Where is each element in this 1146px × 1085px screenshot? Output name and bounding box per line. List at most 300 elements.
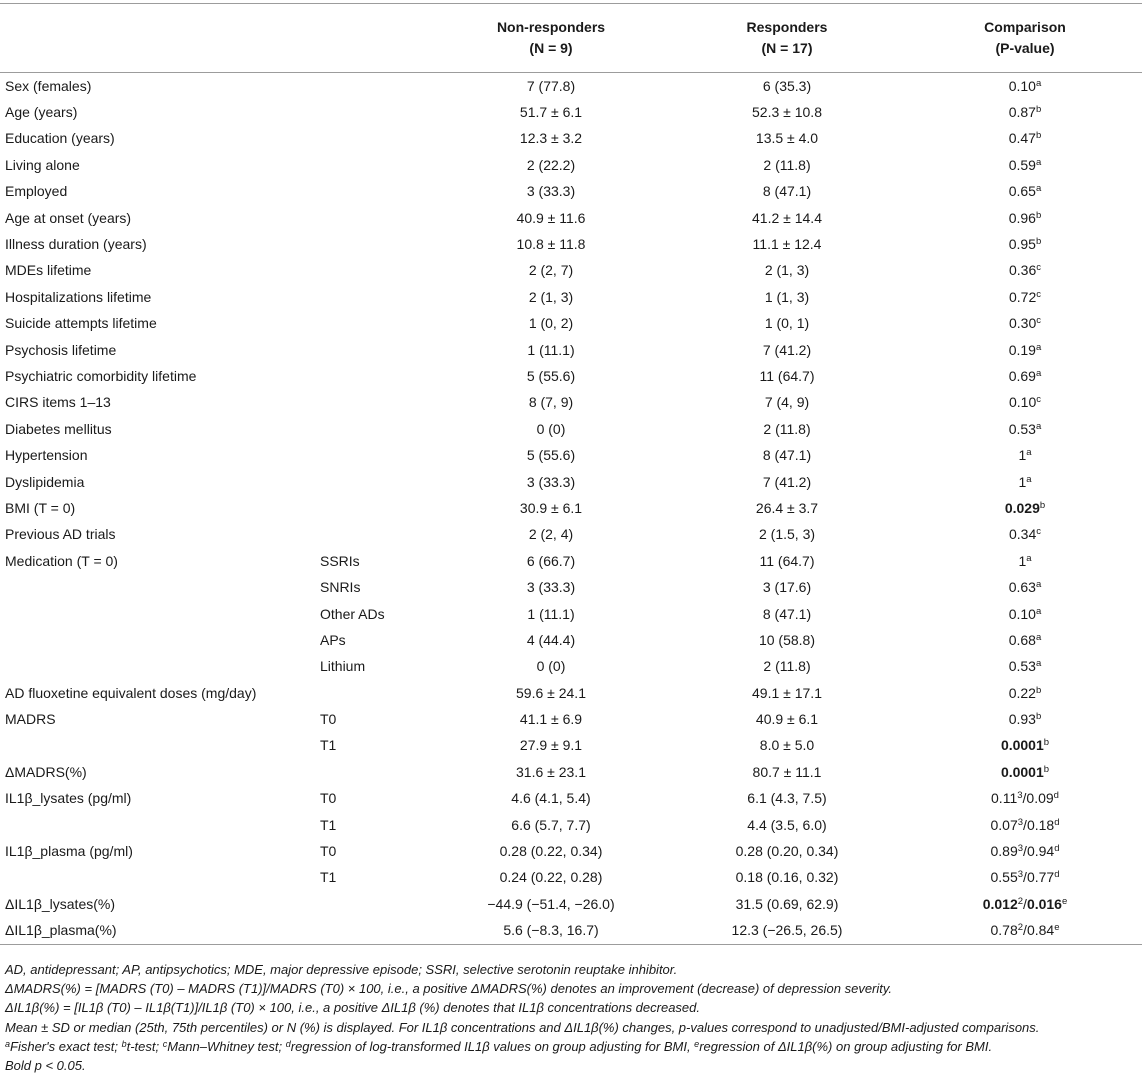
p-value-footnote-mark: a xyxy=(1035,156,1042,168)
table-row xyxy=(0,654,1142,680)
row-sublabel: APs xyxy=(320,631,346,648)
p-value-adjusted-footnote-mark: e xyxy=(1054,922,1060,934)
comparison-p-value xyxy=(908,231,1142,257)
p-value: 0.10 xyxy=(1008,77,1036,94)
p-value-footnote-mark: 2 xyxy=(1017,895,1024,907)
responders-value: 0.28 (0.20, 0.34) xyxy=(735,843,839,860)
p-value-footnote-mark: b xyxy=(1035,711,1042,723)
footnote-abbreviations: AD, antidepressant; AP, antipsychotics; MDE, major depressive episode; SSRI, selective serotonin reuptake inhibitor. xyxy=(5,962,678,977)
comparison-p-value xyxy=(908,786,1142,812)
comparison-p-value xyxy=(908,601,1142,627)
p-value: 0.53 xyxy=(1008,658,1036,675)
header-comparison xyxy=(908,4,1142,73)
row-sublabel xyxy=(320,179,436,205)
p-value-footnote-mark: 3 xyxy=(1017,869,1024,881)
header-nonresponders-title: Non-responders xyxy=(496,19,606,35)
table-row xyxy=(0,469,1142,495)
row-label: ΔMADRS(%) xyxy=(5,763,87,780)
row-sublabel: T0 xyxy=(320,711,337,728)
p-value-separator: / xyxy=(1023,895,1027,912)
comparison-p-value xyxy=(908,73,1142,100)
nonresponders-value: 12.3 ± 3.2 xyxy=(519,130,583,147)
row-sublabel xyxy=(320,891,436,917)
responders-value: 2 (11.8) xyxy=(763,420,811,437)
nonresponders-value: 2 (22.2) xyxy=(526,156,576,173)
row-label: BMI (T = 0) xyxy=(5,499,76,516)
p-value: 0.30 xyxy=(1009,315,1037,332)
p-value: 0.69 xyxy=(1008,367,1036,384)
table-row xyxy=(0,786,1142,812)
p-value: 0.63 xyxy=(1008,579,1036,596)
table-row xyxy=(0,337,1142,363)
row-label: Medication (T = 0) xyxy=(5,552,118,569)
row-label: Living alone xyxy=(5,156,80,173)
row-label: Suicide attempts lifetime xyxy=(5,315,157,332)
comparison-p-value xyxy=(908,442,1142,468)
row-label: Age (years) xyxy=(5,104,78,121)
p-value-footnote-mark: b xyxy=(1035,684,1042,696)
comparison-p-value xyxy=(908,865,1142,891)
row-sublabel xyxy=(320,337,436,363)
nonresponders-value: 3 (33.3) xyxy=(526,473,576,490)
row-label: ΔIL1β_lysates(%) xyxy=(5,895,115,912)
nonresponders-value: 31.6 ± 23.1 xyxy=(516,763,586,780)
p-value: 1 xyxy=(1018,552,1027,569)
row-sublabel xyxy=(320,284,436,310)
p-value-footnote-mark: a xyxy=(1026,552,1032,564)
responders-value: 1 (1, 3) xyxy=(764,288,810,305)
responders-value: 49.1 ± 17.1 xyxy=(752,684,822,701)
nonresponders-value: 30.9 ± 6.1 xyxy=(519,499,583,516)
footnote-madrs-definition: ΔMADRS(%) = [MADRS (T0) – MADRS (T1)]/MADRS (T0) × 100, i.e., a positive ΔMADRS(%) denotes an improvement (decrease) of depression severity. xyxy=(5,981,893,997)
nonresponders-value: 1 (11.1) xyxy=(527,341,575,358)
row-label: Hypertension xyxy=(5,447,88,464)
p-value: 0.95 xyxy=(1008,236,1036,253)
header-blank-sub xyxy=(320,4,436,73)
table-row xyxy=(0,73,1142,100)
row-sublabel xyxy=(320,522,436,548)
comparison-p-value xyxy=(908,548,1142,574)
comparison-p-value xyxy=(908,574,1142,600)
p-value: 0.0001 xyxy=(1000,737,1044,754)
row-sublabel xyxy=(320,363,436,389)
header-comparison-p: (P-value) xyxy=(995,40,1055,56)
nonresponders-value: 27.9 ± 9.1 xyxy=(519,737,583,754)
responders-value: 2 (1, 3) xyxy=(764,262,810,279)
row-label xyxy=(0,733,320,759)
comparison-p-value xyxy=(908,311,1142,337)
footnote-mark-e: e xyxy=(694,1038,700,1049)
responders-value: 41.2 ± 14.4 xyxy=(752,209,822,226)
table-row xyxy=(0,311,1142,337)
footnote-test-a: Fisher's exact test; xyxy=(10,1038,122,1054)
p-value: 0.65 xyxy=(1008,183,1036,200)
responders-value: 8 (47.1) xyxy=(762,183,812,200)
row-label: Employed xyxy=(5,183,68,200)
p-value-separator: / xyxy=(1022,790,1027,807)
p-value-footnote-mark: a xyxy=(1026,447,1032,459)
comparison-p-value xyxy=(908,152,1142,178)
responders-value: 8.0 ± 5.0 xyxy=(759,737,815,754)
table-row xyxy=(0,442,1142,468)
p-value: 0.93 xyxy=(1008,711,1036,728)
row-sublabel: T0 xyxy=(320,790,337,807)
row-label: CIRS items 1–13 xyxy=(5,394,111,411)
row-label xyxy=(0,812,320,838)
p-value: 0.012 xyxy=(982,895,1018,912)
responders-value: 6 (35.3) xyxy=(762,77,812,94)
p-value-adjusted-footnote-mark: d xyxy=(1054,816,1060,828)
footnote-il1b-definition: ΔIL1β(%) = [IL1β (T0) – IL1β(T1)]/IL1β (T0) × 100, i.e., a positive ΔIL1β (%) denotes that IL1β concentrations decreased. xyxy=(5,1000,700,1016)
p-value: 0.72 xyxy=(1009,288,1037,305)
p-value-footnote-mark: a xyxy=(1035,658,1042,670)
comparison-p-value xyxy=(908,205,1142,231)
table-row xyxy=(0,99,1142,125)
footnote-bold-note: Bold p < 0.05. xyxy=(5,1058,86,1074)
p-value-adjusted-footnote-mark: e xyxy=(1061,895,1068,907)
p-value-footnote-mark: 2 xyxy=(1017,922,1024,934)
row-sublabel: T1 xyxy=(320,869,337,886)
header-responders-n: (N = 17) xyxy=(761,40,813,56)
p-value: 0.96 xyxy=(1008,209,1036,226)
p-value-adjusted: 0.016 xyxy=(1026,895,1062,912)
nonresponders-value: 1 (0, 2) xyxy=(528,315,574,332)
table-row xyxy=(0,627,1142,653)
p-value-footnote-mark: b xyxy=(1035,104,1042,116)
nonresponders-value: 4 (44.4) xyxy=(526,631,576,648)
row-sublabel xyxy=(320,126,436,152)
p-value: 0.47 xyxy=(1008,130,1036,147)
footnote-mark-b: b xyxy=(121,1038,127,1049)
footnote-test-e: regression of ΔIL1β(%) on group adjusting for BMI. xyxy=(699,1038,993,1054)
row-label: IL1β_plasma (pg/ml) xyxy=(5,843,133,860)
row-sublabel: Lithium xyxy=(320,658,366,675)
table-row xyxy=(0,258,1142,284)
comparison-p-value xyxy=(908,838,1142,864)
table-row xyxy=(0,284,1142,310)
table-row xyxy=(0,759,1142,785)
responders-value: 0.18 (0.16, 0.32) xyxy=(735,869,839,886)
p-value-adjusted: 0.09 xyxy=(1026,790,1054,807)
row-label: Age at onset (years) xyxy=(5,209,132,226)
p-value: 0.07 xyxy=(990,816,1018,833)
characteristics-table xyxy=(0,3,1142,945)
nonresponders-value: 41.1 ± 6.9 xyxy=(519,711,583,728)
p-value-separator: / xyxy=(1023,843,1027,860)
row-sublabel xyxy=(320,390,436,416)
footnote-statistical-tests xyxy=(5,1037,1141,1056)
row-label xyxy=(0,574,320,600)
header-responders xyxy=(666,4,908,73)
nonresponders-value: 5 (55.6) xyxy=(526,447,576,464)
p-value: 0.78 xyxy=(990,922,1018,939)
responders-value: 8 (47.1) xyxy=(762,605,812,622)
table-body xyxy=(0,73,1142,945)
p-value-adjusted: 0.18 xyxy=(1026,816,1055,833)
p-value-footnote-mark: c xyxy=(1036,526,1041,538)
p-value-separator: / xyxy=(1023,922,1027,939)
p-value-footnote-mark: c xyxy=(1036,315,1041,327)
nonresponders-value: 0 (0) xyxy=(536,658,566,675)
p-value: 0.19 xyxy=(1008,341,1036,358)
comparison-p-value xyxy=(908,99,1142,125)
table-row xyxy=(0,126,1142,152)
p-value-adjusted-footnote-mark: d xyxy=(1054,843,1060,855)
p-value-adjusted: 0.94 xyxy=(1026,843,1055,860)
responders-value: 7 (41.2) xyxy=(762,473,812,490)
p-value: 1 xyxy=(1018,473,1027,490)
row-sublabel xyxy=(320,258,436,284)
nonresponders-value: 3 (33.3) xyxy=(526,183,576,200)
table-footnotes xyxy=(5,960,1141,1075)
comparison-p-value xyxy=(908,390,1142,416)
nonresponders-value: 0 (0) xyxy=(536,420,566,437)
row-label: Psychiatric comorbidity lifetime xyxy=(5,367,197,384)
p-value: 0.22 xyxy=(1008,684,1036,701)
table-row xyxy=(0,601,1142,627)
table-row xyxy=(0,680,1142,706)
p-value: 0.10 xyxy=(1009,394,1037,411)
table-row xyxy=(0,390,1142,416)
comparison-p-value xyxy=(908,680,1142,706)
nonresponders-value: 7 (77.8) xyxy=(526,77,576,94)
p-value: 0.87 xyxy=(1008,104,1036,121)
table-row xyxy=(0,205,1142,231)
nonresponders-value: −44.9 (−51.4, −26.0) xyxy=(487,895,615,912)
row-label xyxy=(0,654,320,680)
p-value: 0.59 xyxy=(1008,156,1036,173)
responders-value: 7 (41.2) xyxy=(762,341,812,358)
nonresponders-value: 59.6 ± 24.1 xyxy=(516,684,586,701)
table-row xyxy=(0,838,1142,864)
row-sublabel xyxy=(320,680,436,706)
p-value: 0.0001 xyxy=(1000,763,1044,780)
responders-value: 7 (4, 9) xyxy=(764,394,810,411)
row-label xyxy=(0,865,320,891)
table-row xyxy=(0,733,1142,759)
table-row xyxy=(0,495,1142,521)
p-value-adjusted-footnote-mark: d xyxy=(1054,869,1060,881)
row-sublabel: T1 xyxy=(320,737,337,754)
p-value: 0.53 xyxy=(1008,420,1036,437)
comparison-p-value xyxy=(908,654,1142,680)
header-comparison-title: Comparison xyxy=(984,19,1066,35)
footnote-mark-d: d xyxy=(285,1038,291,1049)
p-value-adjusted: 0.77 xyxy=(1026,869,1055,886)
p-value-footnote-mark: a xyxy=(1035,579,1042,591)
p-value-footnote-mark: a xyxy=(1035,420,1042,432)
row-label: Sex (females) xyxy=(5,77,92,94)
row-sublabel xyxy=(320,416,436,442)
nonresponders-value: 40.9 ± 11.6 xyxy=(516,209,586,226)
row-label: AD fluoxetine equivalent doses (mg/day) xyxy=(5,684,257,701)
comparison-p-value xyxy=(908,258,1142,284)
footnote-display-note: Mean ± SD or median (25th, 75th percentiles) or N (%) is displayed. For IL1β concentrations and ΔIL1β(%) changes, p-values correspond to unadjusted/BMI-adjusted comparisons. xyxy=(5,1019,1040,1035)
row-label: Previous AD trials xyxy=(5,526,116,543)
p-value-separator: / xyxy=(1023,869,1027,886)
header-nonresponders-n: (N = 9) xyxy=(529,40,573,56)
comparison-p-value xyxy=(908,284,1142,310)
p-value-footnote-mark: 3 xyxy=(1017,816,1024,828)
table-row xyxy=(0,416,1142,442)
nonresponders-value: 5 (55.6) xyxy=(526,367,576,384)
row-sublabel xyxy=(320,495,436,521)
row-label: Education (years) xyxy=(5,130,115,147)
responders-value: 31.5 (0.69, 62.9) xyxy=(735,895,839,912)
responders-value: 26.4 ± 3.7 xyxy=(755,499,819,516)
row-label: Dyslipidemia xyxy=(5,473,85,490)
table-row xyxy=(0,918,1142,945)
row-label: Hospitalizations lifetime xyxy=(5,288,152,305)
row-sublabel xyxy=(320,152,436,178)
row-sublabel: Other ADs xyxy=(320,605,385,622)
p-value-footnote-mark: 3 xyxy=(1017,843,1024,855)
row-sublabel: SSRIs xyxy=(320,552,360,569)
row-sublabel: T1 xyxy=(320,816,337,833)
comparison-p-value xyxy=(908,179,1142,205)
p-value-footnote-mark: a xyxy=(1035,367,1042,379)
nonresponders-value: 6.6 (5.7, 7.7) xyxy=(511,816,591,833)
footnote-mark-c: c xyxy=(162,1038,168,1049)
p-value-footnote-mark: a xyxy=(1035,341,1042,353)
p-value-footnote-mark: a xyxy=(1035,183,1042,195)
p-value-footnote-mark: c xyxy=(1036,394,1041,406)
table-row xyxy=(0,812,1142,838)
p-value: 0.11 xyxy=(991,790,1018,807)
nonresponders-value: 10.8 ± 11.8 xyxy=(516,236,586,253)
table-header-row xyxy=(0,4,1142,73)
table-row xyxy=(0,548,1142,574)
table-row xyxy=(0,363,1142,389)
p-value-footnote-mark: a xyxy=(1035,77,1042,89)
p-value: 0.36 xyxy=(1009,262,1037,279)
responders-value: 12.3 (−26.5, 26.5) xyxy=(666,918,908,945)
p-value-adjusted: 0.84 xyxy=(1026,922,1055,939)
responders-value: 2 (11.8) xyxy=(763,156,811,173)
row-sublabel xyxy=(320,231,436,257)
responders-value: 6.1 (4.3, 7.5) xyxy=(747,790,827,807)
header-blank xyxy=(0,4,320,73)
responders-value: 80.7 ± 11.1 xyxy=(752,763,822,780)
row-sublabel xyxy=(320,73,436,100)
comparison-p-value xyxy=(908,812,1142,838)
row-label: IL1β_lysates (pg/ml) xyxy=(5,790,132,807)
nonresponders-value: 2 (1, 3) xyxy=(528,288,574,305)
p-value: 0.029 xyxy=(1004,499,1040,516)
p-value-footnote-mark: b xyxy=(1035,209,1042,221)
footnote-test-c: Mann–Whitney test; xyxy=(167,1038,286,1054)
responders-value: 2 (1.5, 3) xyxy=(758,526,816,543)
table-row xyxy=(0,865,1142,891)
p-value-footnote-mark: a xyxy=(1035,605,1042,617)
row-sublabel: T0 xyxy=(320,843,337,860)
row-label: Illness duration (years) xyxy=(5,236,147,253)
nonresponders-value: 1 (11.1) xyxy=(527,605,575,622)
comparison-p-value xyxy=(908,126,1142,152)
comparison-p-value xyxy=(908,337,1142,363)
responders-value: 13.5 ± 4.0 xyxy=(755,130,819,147)
comparison-p-value xyxy=(908,918,1142,945)
row-label xyxy=(0,601,320,627)
comparison-p-value xyxy=(908,469,1142,495)
header-responders-title: Responders xyxy=(746,19,828,35)
comparison-p-value xyxy=(908,522,1142,548)
comparison-p-value xyxy=(908,495,1142,521)
nonresponders-value: 51.7 ± 6.1 xyxy=(519,104,583,121)
comparison-p-value xyxy=(908,891,1142,917)
responders-value: 11 (64.7) xyxy=(759,552,815,569)
nonresponders-value: 2 (2, 4) xyxy=(528,526,574,543)
comparison-p-value xyxy=(908,416,1142,442)
table-row xyxy=(0,152,1142,178)
row-sublabel xyxy=(320,442,436,468)
table-row xyxy=(0,179,1142,205)
responders-value: 2 (11.8) xyxy=(763,658,811,675)
row-sublabel xyxy=(320,918,436,945)
p-value-footnote-mark: 3 xyxy=(1017,790,1023,802)
table-row xyxy=(0,891,1142,917)
p-value: 0.10 xyxy=(1008,605,1036,622)
nonresponders-value: 6 (66.7) xyxy=(526,552,576,569)
row-label: ΔIL1β_plasma(%) xyxy=(0,918,320,945)
nonresponders-value: 2 (2, 7) xyxy=(528,262,574,279)
nonresponders-value: 0.24 (0.22, 0.28) xyxy=(499,869,603,886)
p-value-adjusted-footnote-mark: d xyxy=(1053,790,1059,802)
p-value-footnote-mark: b xyxy=(1043,737,1050,749)
p-value-footnote-mark: a xyxy=(1035,631,1042,643)
table-row xyxy=(0,522,1142,548)
comparison-p-value xyxy=(908,706,1142,732)
p-value: 0.89 xyxy=(990,843,1018,860)
row-sublabel xyxy=(320,99,436,125)
p-value-footnote-mark: b xyxy=(1043,763,1050,775)
row-label: Psychosis lifetime xyxy=(5,341,117,358)
comparison-p-value xyxy=(908,759,1142,785)
responders-value: 10 (58.8) xyxy=(758,631,816,648)
responders-value: 52.3 ± 10.8 xyxy=(752,104,822,121)
row-label: Diabetes mellitus xyxy=(5,420,112,437)
responders-value: 8 (47.1) xyxy=(762,447,812,464)
nonresponders-value: 8 (7, 9) xyxy=(528,394,574,411)
row-label: MADRS xyxy=(5,711,56,728)
responders-value: 11 (64.7) xyxy=(759,367,815,384)
comparison-p-value xyxy=(908,733,1142,759)
p-value-footnote-mark: c xyxy=(1036,262,1041,274)
responders-value: 11.1 ± 12.4 xyxy=(752,236,822,253)
p-value: 0.55 xyxy=(990,869,1018,886)
table-row xyxy=(0,231,1142,257)
p-value: 1 xyxy=(1018,447,1027,464)
p-value: 0.34 xyxy=(1009,526,1037,543)
comparison-p-value xyxy=(908,627,1142,653)
p-value-footnote-mark: b xyxy=(1035,236,1042,248)
row-sublabel xyxy=(320,311,436,337)
nonresponders-value: 3 (33.3) xyxy=(526,579,576,596)
nonresponders-value: 0.28 (0.22, 0.34) xyxy=(499,843,603,860)
row-sublabel xyxy=(320,205,436,231)
responders-value: 4.4 (3.5, 6.0) xyxy=(747,816,827,833)
row-label: MDEs lifetime xyxy=(5,262,92,279)
footnote-test-b: t-test; xyxy=(126,1038,163,1054)
table-row xyxy=(0,574,1142,600)
p-value-separator: / xyxy=(1023,816,1027,833)
row-sublabel xyxy=(320,469,436,495)
p-value-footnote-mark: b xyxy=(1039,499,1046,511)
row-sublabel: SNRIs xyxy=(320,579,361,596)
p-value-footnote-mark: a xyxy=(1026,473,1032,485)
p-value-footnote-mark: c xyxy=(1036,288,1041,300)
row-label xyxy=(0,627,320,653)
